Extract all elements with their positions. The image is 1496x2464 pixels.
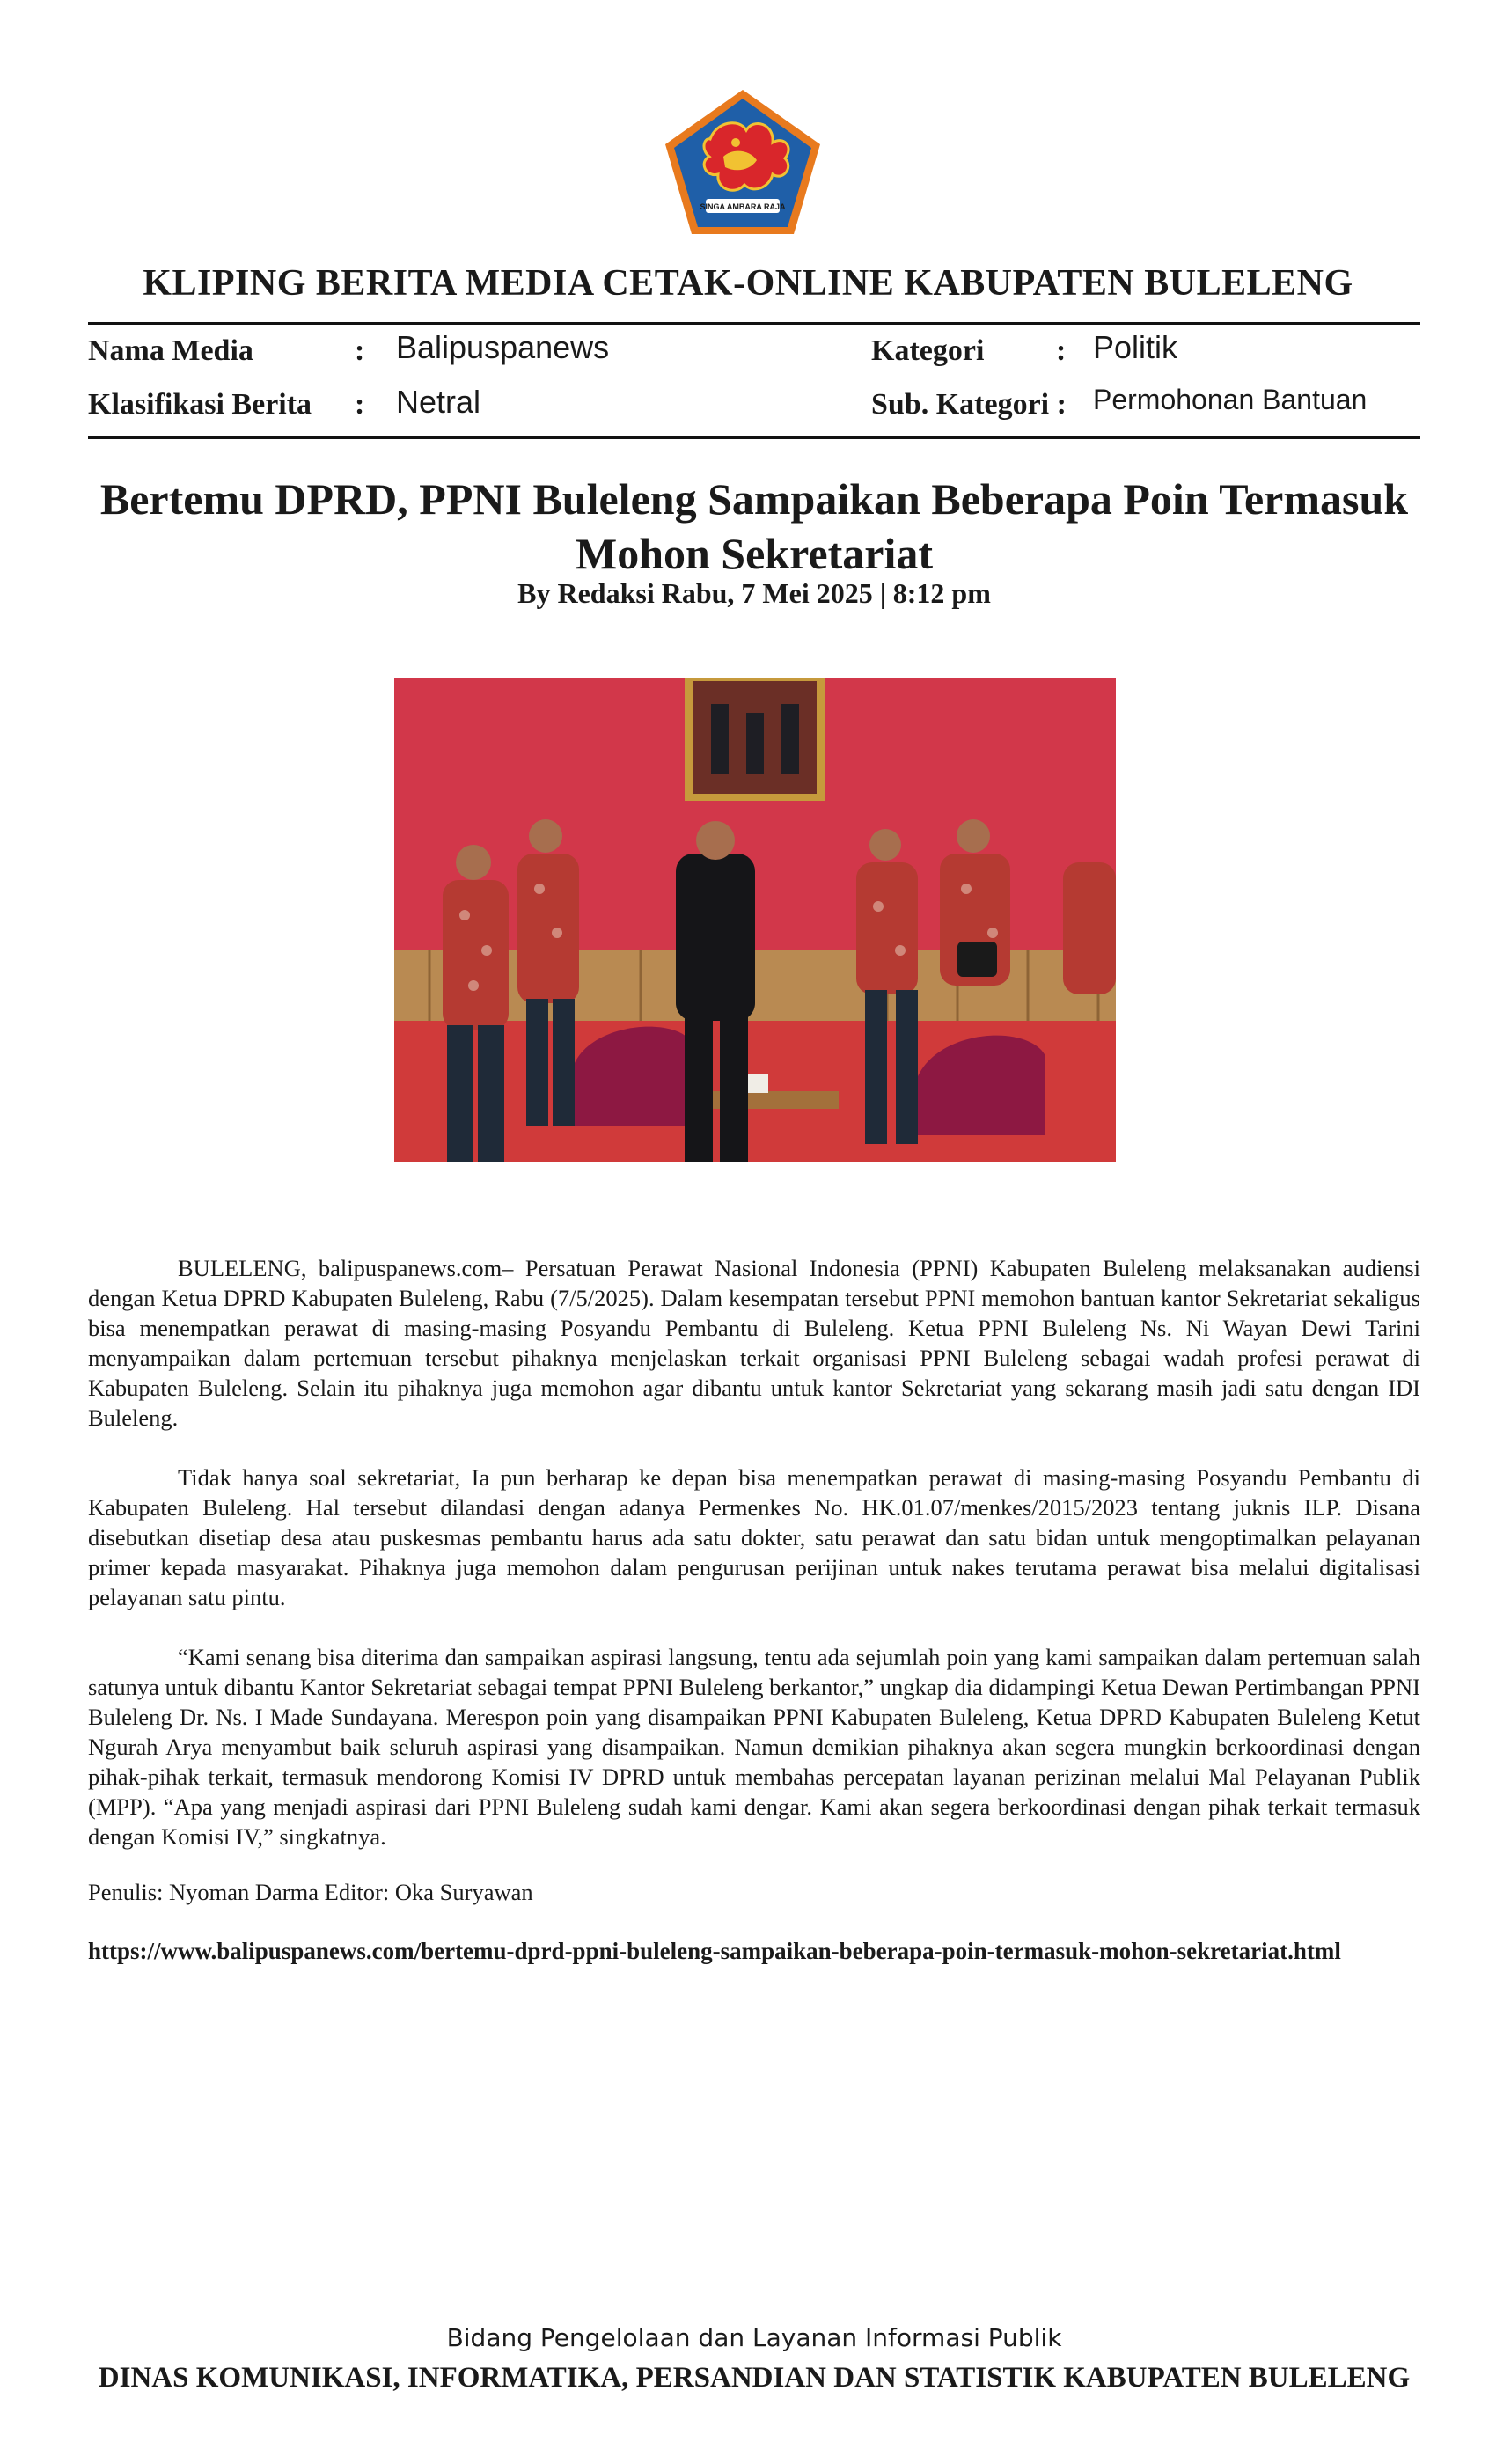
category-value: Politik xyxy=(1093,329,1178,365)
footer-agency: DINAS KOMUNIKASI, INFORMATIKA, PERSANDIAN DAN STATISTIK KABUPATEN BULELENG xyxy=(98,2362,1411,2394)
article-paragraph: BULELENG, balipuspanews.com– Persatuan Perawat Nasional Indonesia (PPNI) Kabupaten Buleleng melaksanakan audiensi dengan Ketua DPRD Kabupaten Buleleng, Rabu (7/5/2025). Dalam kesempatan tersebut PPNI memohon bantuan kantor Sekretariat sekaligus bisa menempatkan perawat di masing-masing Posyandu Pembantu di Buleleng. Ketua PPNI Buleleng Ns. Ni Wayan Dewi Tarini menyampaikan dalam pertemuan tersebut pihaknya menjelaskan terkait organisasi PPNI Buleleng sebagai wadah profesi perawat di Kabupaten Buleleng. Selain itu pihaknya juga memohon agar dibantu untuk kantor Sekretariat yang sekarang masih jadi satu dengan IDI Buleleng. xyxy=(88,1255,1420,1431)
header-divider-bottom xyxy=(88,436,1420,439)
header-divider-top xyxy=(88,322,1420,325)
article-credit: Penulis: Nyoman Darma Editor: Oka Suryawan xyxy=(88,1879,533,1905)
subcategory-label: Sub. Kategori : xyxy=(871,388,1067,421)
media-colon: : xyxy=(355,334,365,367)
article-headline xyxy=(88,472,1420,581)
footer-division: Bidang Pengelolaan dan Layanan Informasi Publik xyxy=(446,2323,1062,2352)
classification-value: Netral xyxy=(396,384,481,420)
svg-text:SINGA AMBARA RAJA: SINGA AMBARA RAJA xyxy=(700,202,786,211)
article-body xyxy=(88,1253,1420,1881)
document-header-title: KLIPING BERITA MEDIA CETAK-ONLINE KABUPATEN BULELENG xyxy=(143,263,1353,304)
headline-line-2: Mohon Sekretariat xyxy=(576,529,933,578)
article-paragraph: Tidak hanya soal sekretariat, Ia pun berharap ke depan bisa menempatkan perawat di masing-masing Posyandu Pembantu di Kabupaten Buleleng. Hal tersebut dilandasi dengan adanya Permenkes No. HK.01.07/menkes/2015/2023 tentang juknis ILP. Disana disebutkan disetiap desa atau puskesmas pembantu harus ada satu dokter, satu perawat dan satu bidan untuk mengoptimalkan pelayanan primer kepada masyarakat. Pihaknya juga memohon dalam pengurusan perijinan untuk nakes terutama perawat bisa melalui digitalisasi pelayanan satu pintu. xyxy=(88,1464,1420,1610)
buleleng-regency-logo xyxy=(662,86,824,238)
headline-line-1: Bertemu DPRD, PPNI Buleleng Sampaikan Beberapa Poin Termasuk xyxy=(99,474,1409,524)
subcategory-value: Permohonan Bantuan xyxy=(1093,384,1368,415)
category-label: Kategori xyxy=(871,334,985,367)
classification-colon: : xyxy=(355,388,365,421)
category-colon: : xyxy=(1056,334,1067,367)
classification-label: Klasifikasi Berita xyxy=(88,388,312,421)
article-photo xyxy=(394,678,1116,1162)
article-source-url: https://www.balipuspanews.com/bertemu-dprd-ppni-buleleng-sampaikan-beberapa-poin-termasuk-mohon-sekretariat.html xyxy=(88,1938,1341,1964)
media-value: Balipuspanews xyxy=(396,329,610,365)
article-byline: By Redaksi Rabu, 7 Mei 2025 | 8:12 pm xyxy=(517,577,991,609)
article-paragraph: “Kami senang bisa diterima dan sampaikan aspirasi langsung, tentu ada sejumlah poin yang kami sampaikan dalam pertemuan salah satunya untuk dibantu Kantor Sekretariat sebagai tempat PPNI Buleleng berkantor,” ungkap dia didampingi Ketua Dewan Pertimbangan PPNI Buleleng Dr. Ns. I Made Sundayana. Merespon poin yang disampaikan PPNI Kabupaten Buleleng, Ketua DPRD Kabupaten Buleleng Ketut Ngurah Arya menyambut baik seluruh aspirasi yang disampaikan. Namun demikian pihaknya akan segera mungkin berkoordinasi dengan pihak-pihak terkait, termasuk mendorong Komisi IV DPRD untuk membahas percepatan layanan perizinan melalui Mal Pelayanan Publik (MPP). “Apa yang menjadi aspirasi dari PPNI Buleleng sudah kami dengar. Kami akan segera berkoordinasi dengan pihak terkait termasuk dengan Komisi IV,” singkatnya. xyxy=(88,1644,1420,1850)
media-label: Nama Media xyxy=(88,334,253,367)
